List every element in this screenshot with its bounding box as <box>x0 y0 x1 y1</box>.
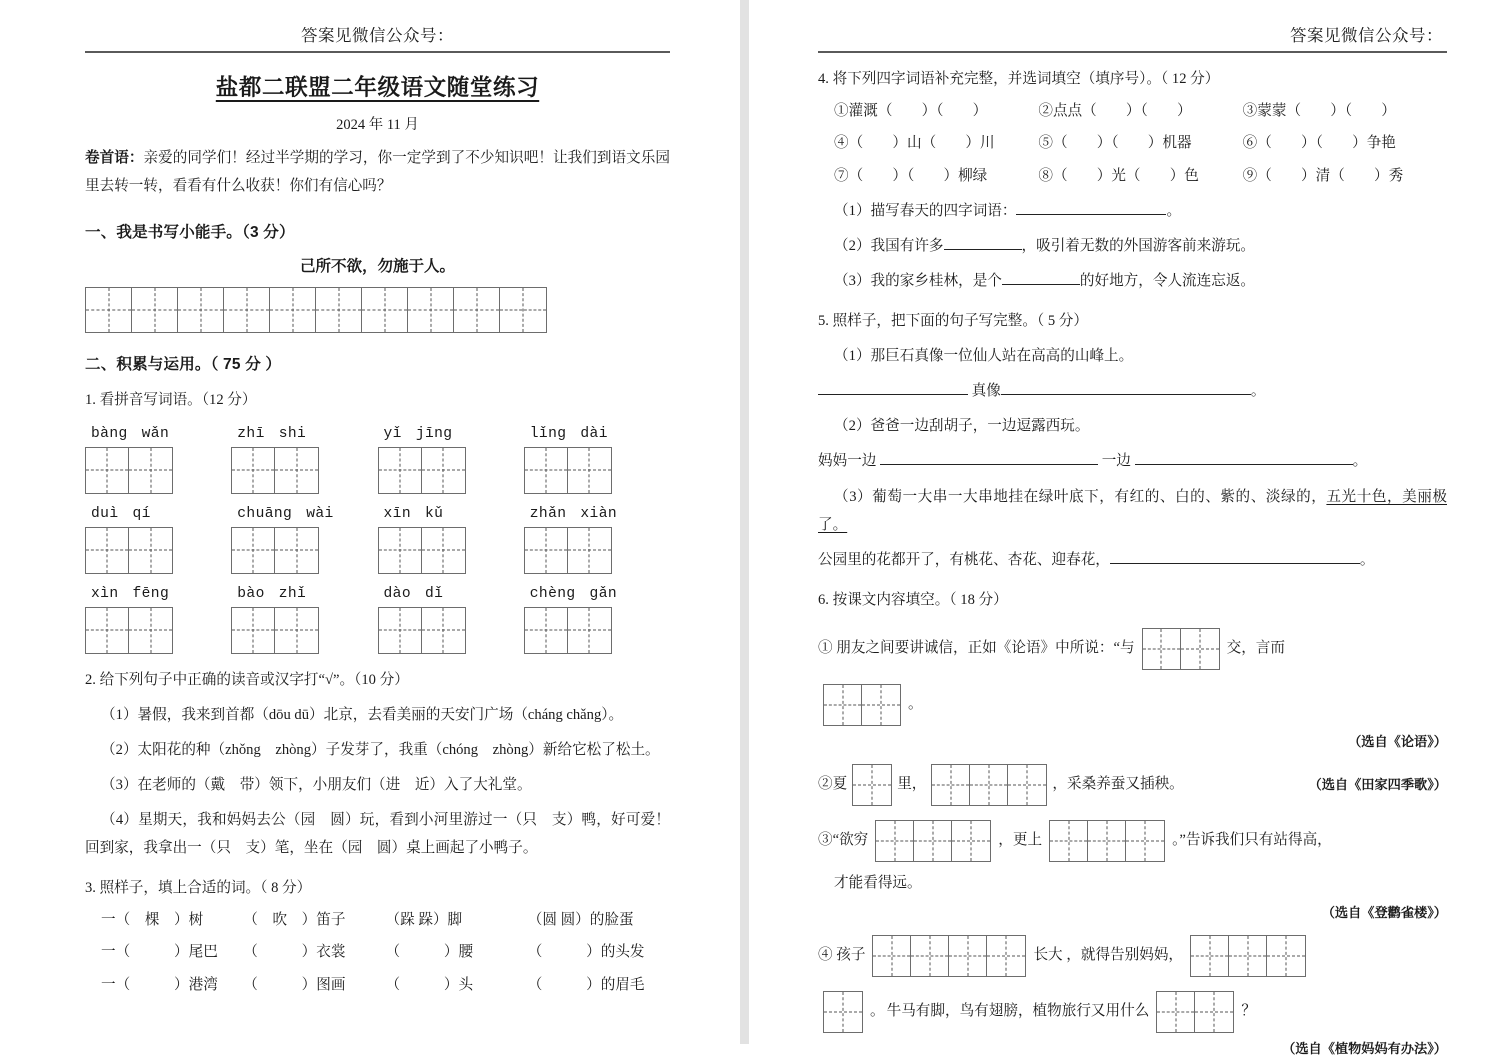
tianzige-grid[interactable] <box>378 527 466 574</box>
fill-2-after: ，吸引着无数的外国游客前来游玩。 <box>1021 238 1256 255</box>
section-2-heading: 二、积累与运用。（ 75 分 ） <box>85 355 282 373</box>
grid-cell[interactable] <box>1229 936 1267 976</box>
pinyin-syllable: yǐ <box>383 425 402 442</box>
pinyin-syllable: xiàn <box>580 505 618 522</box>
q6-item-4-grid-4[interactable] <box>1151 991 1239 1033</box>
pinyin-syllable: dào <box>383 585 411 602</box>
tianzige-grid[interactable] <box>231 607 319 654</box>
q6-item-3-grid-2[interactable] <box>1044 820 1170 862</box>
q6-item-4-text-c: 。 <box>870 1002 885 1019</box>
fill-3-after: 的好地方，令人流连忘返。 <box>1079 273 1256 290</box>
pinyin-label <box>524 506 670 522</box>
grid-cell[interactable] <box>379 528 422 573</box>
grid-cell[interactable] <box>862 685 900 725</box>
pinyin-word-item <box>378 586 524 654</box>
q5-answer-1 <box>818 377 1447 405</box>
q6-item-1-grid-2[interactable] <box>818 684 906 726</box>
grid-cell[interactable] <box>1267 936 1305 976</box>
pinyin-syllable: duì <box>91 505 119 522</box>
pinyin-word-item <box>231 426 377 494</box>
grid-cell[interactable] <box>1143 629 1181 669</box>
q5-answer-1-blank-a[interactable] <box>818 394 968 395</box>
preface-body: 亲爱的同学们！经过半学期的学习，你一定学到了不少知识吧！让我们到语文乐园里去转一转，看看有什么收获！你们有信心吗？ <box>85 150 670 195</box>
grid-cell[interactable] <box>86 448 129 493</box>
exam-date: 2024 年 11 月 <box>336 117 419 133</box>
question-4-idiom-row <box>818 97 1447 125</box>
tianzige-grid[interactable] <box>85 447 173 494</box>
question-6-prompt: 6. 按课文内容填空。（ 18 分） <box>818 591 1008 608</box>
pinyin-word-item <box>85 586 231 654</box>
grid-cell[interactable] <box>932 765 970 805</box>
q6-item-4-grid-1[interactable] <box>867 935 1031 977</box>
grid-cell[interactable] <box>129 528 172 573</box>
grid-cell[interactable] <box>362 288 408 332</box>
q6-item-2-source: （选自《田家四季歌》） <box>1308 777 1447 793</box>
question-3-cell[interactable]: （ ）头 <box>385 976 474 993</box>
fill-1-blank[interactable] <box>1016 214 1166 215</box>
question-2-item: （3）在老师的（戴 带）领下，小朋友们（进 近）入了大礼堂。 <box>101 776 532 793</box>
grid-cell[interactable] <box>232 448 275 493</box>
q6-item-3-text-a: ③“欲穷 <box>818 831 869 848</box>
idiom-blank-item[interactable]: ⑦（ ）（ ）柳绿 <box>834 167 988 184</box>
tianzige-grid[interactable] <box>1156 991 1234 1033</box>
pinyin-word-item <box>524 506 670 574</box>
pinyin-syllable: bàng <box>91 425 128 442</box>
question-3-cell[interactable]: 一（ ）尾巴 <box>101 944 218 961</box>
grid-cell[interactable] <box>911 936 949 976</box>
pinyin-syllable: fēng <box>132 585 170 602</box>
pinyin-syllable: shi <box>278 425 307 442</box>
fill-1-before: （1）描写春天的四字词语： <box>834 203 1017 220</box>
q6-item-2-grid-1[interactable] <box>847 764 897 806</box>
pinyin-word-item <box>85 506 231 574</box>
grid-cell[interactable] <box>1088 821 1126 861</box>
grid-cell[interactable] <box>316 288 362 332</box>
grid-cell[interactable] <box>408 288 454 332</box>
question-4-prompt: 4. 将下列四字词语补充完整，并选词填空（填序号）。（ 12 分） <box>818 71 1220 87</box>
grid-cell[interactable] <box>454 288 500 332</box>
preface-lead: 卷首语： <box>85 150 144 166</box>
question-4-idiom-row <box>818 162 1447 190</box>
tianzige-grid[interactable] <box>85 607 173 654</box>
q6-item-4-text-d: 牛马有脚，鸟有翅膀，植物旅行又用什么 <box>886 1002 1150 1019</box>
q6-item-3-grid-1[interactable] <box>870 820 996 862</box>
pinyin-label <box>85 586 231 602</box>
q6-item-4-grid-3[interactable] <box>818 991 868 1033</box>
page-title: 盐都二联盟二年级语文随堂练习 <box>215 75 540 100</box>
q6-item-3 <box>818 820 1447 862</box>
q5-answer-3 <box>818 546 1447 574</box>
grid-cell[interactable] <box>129 608 172 653</box>
grid-cell[interactable] <box>1191 936 1229 976</box>
grid-cell[interactable] <box>129 448 172 493</box>
grid-cell[interactable] <box>1181 629 1219 669</box>
grid-cell[interactable] <box>422 448 465 493</box>
grid-cell[interactable] <box>853 765 891 805</box>
copy-motto: 己所不欲，勿施于人。 <box>299 257 455 275</box>
pinyin-word-item <box>231 586 377 654</box>
pinyin-syllable: xīn <box>383 505 411 522</box>
q6-item-3-source: （选自《登鹳雀楼》） <box>1321 904 1447 920</box>
grid-cell[interactable] <box>525 528 568 573</box>
grid-cell[interactable] <box>824 685 862 725</box>
pinyin-label <box>231 506 377 522</box>
q5-answer-1-mid: 真像 <box>971 383 1001 400</box>
question-4-fill-1 <box>818 197 1447 225</box>
question-3-cell[interactable]: （ ）的眉毛 <box>527 976 645 993</box>
q6-item-2-text-c: ，采桑养蚕又插秧。 <box>1052 775 1184 792</box>
idiom-blank-item[interactable]: ②点点（ ）（ ） <box>1038 103 1192 120</box>
grid-cell[interactable] <box>270 288 316 332</box>
pinyin-syllable: jīng <box>415 425 453 442</box>
pinyin-syllable: qí <box>132 505 151 522</box>
question-4-idioms <box>818 97 1447 190</box>
grid-cell[interactable] <box>952 821 990 861</box>
question-2-item: （2）太阳花的种（zhǒng zhòng）子发芽了，我重（chóng zhòng）新给它松了松土。 <box>101 741 660 758</box>
fill-2-blank[interactable] <box>944 249 1022 250</box>
fill-1-after: 。 <box>1166 203 1182 220</box>
pinyin-label <box>524 586 670 602</box>
page-divider <box>730 0 758 1044</box>
grid-cell[interactable] <box>275 608 318 653</box>
grid-cell[interactable] <box>275 448 318 493</box>
q6-item-1-text-c: 。 <box>908 695 923 712</box>
tianzige-grid[interactable] <box>231 527 319 574</box>
question-3-cell[interactable]: 一（ 棵 ）树 <box>101 912 204 929</box>
pinyin-label <box>231 586 377 602</box>
grid-cell[interactable] <box>232 528 275 573</box>
question-2-item: （1）暑假，我来到首都（dōu dū）北京，去看美丽的天安门广场（cháng chǎng）。 <box>101 706 624 723</box>
q5-example-2-text: （2）爸爸一边刮胡子，一边逗露西玩。 <box>834 418 1090 435</box>
q6-item-3-cont: 才能看得远。 <box>834 874 922 891</box>
q6-item-2-grid-2[interactable] <box>926 764 1052 806</box>
grid-cell[interactable] <box>500 288 546 332</box>
q6-item-4-cont <box>818 991 1447 1033</box>
q6-item-3-text-c: 。”告诉我们只有站得高， <box>1172 831 1332 848</box>
grid-cell[interactable] <box>824 992 862 1032</box>
copy-grid-row <box>85 287 670 333</box>
pinyin-syllable: chèng <box>529 585 576 602</box>
idiom-blank-item[interactable]: ⑥（ ）（ ）争艳 <box>1242 135 1396 152</box>
question-1-prompt: 1. 看拼音写词语。（12 分） <box>85 391 257 408</box>
question-3-cell[interactable]: 一（ ）港湾 <box>101 976 218 993</box>
q6-item-4-grid-2[interactable] <box>1185 935 1311 977</box>
q5-answer-3-start: 公园里的花都开了，有桃花、杏花、迎春花， <box>818 551 1110 568</box>
q5-example-2 <box>818 412 1447 440</box>
q5-answer-2-blank-a[interactable] <box>880 464 1098 465</box>
question-4-fill-2 <box>818 232 1447 260</box>
q5-example-1-text: （1）那巨石真像一位仙人站在高高的山峰上。 <box>834 348 1134 365</box>
q6-item-2-text-b: 里， <box>897 775 927 792</box>
pinyin-syllable: kǔ <box>424 505 444 522</box>
q5-answer-1-blank-b[interactable] <box>1001 394 1251 395</box>
header-rule-right <box>818 51 1447 53</box>
q6-item-1 <box>818 628 1447 670</box>
grid-cell[interactable] <box>1195 992 1233 1032</box>
grid-cell[interactable] <box>132 288 178 332</box>
pinyin-syllable: zhǐ <box>278 585 307 602</box>
grid-cell[interactable] <box>86 528 129 573</box>
pinyin-syllable: gǎn <box>589 585 618 602</box>
question-3-row <box>85 971 670 999</box>
tianzige-grid[interactable] <box>378 607 466 654</box>
q6-item-1-source: （选自《论语》） <box>1348 733 1447 749</box>
pinyin-label <box>378 586 524 602</box>
tianzige-grid[interactable] <box>823 684 901 726</box>
pinyin-syllable: bào <box>237 585 265 602</box>
pinyin-word-item <box>378 506 524 574</box>
preface <box>85 144 670 201</box>
question-3-row <box>85 906 670 934</box>
question-3-cell[interactable]: （ ）衣裳 <box>243 944 346 961</box>
q5-answer-2-start: 妈妈一边 <box>818 453 877 470</box>
pinyin-label <box>85 426 231 442</box>
question-3-cell[interactable]: （圆 圆）的脸蛋 <box>527 912 634 929</box>
tianzige-grid[interactable] <box>872 935 1026 977</box>
pinyin-word-item <box>85 426 231 494</box>
pinyin-word-item <box>231 506 377 574</box>
question-3-cell[interactable]: （ ）的头发 <box>527 944 645 961</box>
idiom-blank-item[interactable]: ①灌溉（ ）（ ） <box>834 103 988 120</box>
grid-cell[interactable] <box>422 528 465 573</box>
q5-answer-2-blank-b[interactable] <box>1135 464 1353 465</box>
q5-answer-3-blank[interactable] <box>1110 563 1360 564</box>
question-5-prompt: 5. 照样子，把下面的句子写完整。（ 5 分） <box>818 313 1088 330</box>
q5-answer-2-end: 。 <box>1352 453 1368 470</box>
tianzige-grid[interactable] <box>1142 628 1220 670</box>
q5-example-3-underlined: 五光十色，美丽极了。 <box>818 488 1447 533</box>
q6-item-1-text-a: ① 朋友之间要讲诚信，正如《论语》中所说：“与 <box>818 639 1135 656</box>
pinyin-word-item <box>378 426 524 494</box>
pinyin-syllable: lǐng <box>529 425 567 442</box>
q6-item-1-text-b: 交，言而 <box>1226 639 1285 656</box>
page-right <box>758 0 1495 1056</box>
q5-example-1 <box>818 342 1447 370</box>
pinyin-row <box>85 426 670 494</box>
q6-item-1-grid-1[interactable] <box>1137 628 1225 670</box>
tianzige-grid[interactable] <box>524 447 612 494</box>
q6-item-1-cont <box>818 684 1447 726</box>
pinyin-row <box>85 586 670 654</box>
pinyin-label <box>85 506 231 522</box>
pinyin-label <box>378 426 524 442</box>
question-4-idiom-row <box>818 129 1447 157</box>
grid-cell[interactable] <box>568 608 611 653</box>
grid-cell[interactable] <box>1008 765 1046 805</box>
q5-example-3-text: （3）葡萄一大串一大串地挂在绿叶底下，有红的、白的、紫的、淡绿的， <box>834 488 1327 505</box>
tianzige-grid[interactable] <box>231 447 319 494</box>
section-1-heading: 一、我是书写小能手。（3 分） <box>85 223 295 241</box>
q5-answer-1-end: 。 <box>1250 383 1266 400</box>
q5-example-3 <box>818 483 1447 539</box>
page-left <box>0 0 730 1044</box>
question-3-cell[interactable]: （ 吹 ）笛子 <box>243 912 346 929</box>
tianzige-grid[interactable] <box>524 527 612 574</box>
q6-item-4 <box>818 935 1447 977</box>
grid-cell[interactable] <box>86 288 132 332</box>
header-note-right: 答案见微信公众号： <box>1290 26 1443 45</box>
pinyin-word-item <box>524 586 670 654</box>
grid-cell[interactable] <box>86 608 129 653</box>
pinyin-syllable: wài <box>306 505 334 522</box>
question-4-fill-3 <box>818 267 1447 295</box>
pinyin-word-item <box>524 426 670 494</box>
pinyin-syllable: dǐ <box>424 585 444 602</box>
pinyin-label <box>231 426 377 442</box>
tianzige-grid[interactable] <box>524 607 612 654</box>
grid-cell[interactable] <box>876 821 914 861</box>
grid-cell[interactable] <box>568 448 611 493</box>
pinyin-row <box>85 506 670 574</box>
q5-answer-2-mid: 一边 <box>1101 453 1131 470</box>
tianzige-grid[interactable] <box>931 764 1047 806</box>
question-3-row <box>85 938 670 966</box>
pinyin-label <box>378 506 524 522</box>
grid-cell[interactable] <box>525 448 568 493</box>
grid-cell[interactable] <box>178 288 224 332</box>
tianzige-grid[interactable] <box>852 764 892 806</box>
pinyin-syllable: dài <box>580 425 608 442</box>
grid-cell[interactable] <box>987 936 1025 976</box>
fill-3-blank[interactable] <box>1002 284 1080 285</box>
grid-cell[interactable] <box>275 528 318 573</box>
tianzige-grid[interactable] <box>823 991 863 1033</box>
grid-cell[interactable] <box>224 288 270 332</box>
pinyin-syllable: chuāng <box>237 505 293 522</box>
q5-answer-2 <box>818 447 1447 475</box>
q6-item-2 <box>818 764 1447 806</box>
copy-tianzige-grid[interactable] <box>85 287 547 333</box>
grid-cell[interactable] <box>379 608 422 653</box>
fill-2-before: （2）我国有许多 <box>834 238 944 255</box>
pinyin-word-grids <box>85 426 670 654</box>
grid-cell[interactable] <box>949 936 987 976</box>
question-2-prompt: 2. 给下列句子中正确的读音或汉字打“√”。（10 分） <box>85 671 409 688</box>
question-3-prompt: 3. 照样子，填上合适的词。（ 8 分） <box>85 880 312 897</box>
grid-cell[interactable] <box>232 608 275 653</box>
q5-answer-3-end: 。 <box>1359 551 1375 568</box>
q6-item-3-text-b: ，更上 <box>998 831 1043 848</box>
question-2-item: （4）星期天，我和妈妈去公（园 圆）玩，看到小河里游过一（只 支）鸭，好可爱！回到家，我拿出一（只 支）笔，坐在（园 圆）桌上画起了小鸭子。 <box>85 811 670 856</box>
pinyin-syllable: xìn <box>91 585 119 602</box>
idiom-blank-item[interactable]: ⑨（ ）清（ ）秀 <box>1242 167 1404 184</box>
question-3-cell[interactable]: （跺 跺）脚 <box>385 912 463 929</box>
grid-cell[interactable] <box>873 936 911 976</box>
question-3-cell[interactable]: （ ）腰 <box>385 944 474 961</box>
q6-item-4-source: （选自《植物妈妈有办法》） <box>1282 1040 1447 1056</box>
idiom-blank-item[interactable]: ⑧（ ）光（ ）色 <box>1038 167 1199 184</box>
q6-item-4-text-b: 长大 ，就得告别妈妈， <box>1033 946 1184 963</box>
idiom-blank-item[interactable]: ⑤（ ）（ ）机器 <box>1038 135 1192 152</box>
pinyin-syllable: wǎn <box>141 425 170 442</box>
tianzige-grid[interactable] <box>378 447 466 494</box>
pinyin-label <box>524 426 670 442</box>
q6-item-2-text-a: ②夏 <box>818 775 848 792</box>
question-3-cell[interactable]: （ ）图画 <box>243 976 346 993</box>
header-rule-left <box>85 51 670 53</box>
tianzige-grid[interactable] <box>1190 935 1306 977</box>
idiom-blank-item[interactable]: ④（ ）山（ ）川 <box>834 135 995 152</box>
pinyin-syllable: zhǎn <box>529 505 567 522</box>
pinyin-syllable: zhī <box>237 425 265 442</box>
grid-cell[interactable] <box>422 608 465 653</box>
header-note-left: 答案见微信公众号： <box>301 26 454 45</box>
q6-item-4-text-e: ？ <box>1241 1002 1256 1019</box>
grid-cell[interactable] <box>970 765 1008 805</box>
grid-cell[interactable] <box>914 821 952 861</box>
tianzige-grid[interactable] <box>1049 820 1165 862</box>
tianzige-grid[interactable] <box>875 820 991 862</box>
grid-cell[interactable] <box>1126 821 1164 861</box>
grid-cell[interactable] <box>568 528 611 573</box>
fill-3-before: （3）我的家乡桂林，是个 <box>834 273 1002 290</box>
tianzige-grid[interactable] <box>85 527 173 574</box>
q6-item-4-text-a: ④ 孩子 <box>818 946 866 963</box>
grid-cell[interactable] <box>379 448 422 493</box>
grid-cell[interactable] <box>1157 992 1195 1032</box>
grid-cell[interactable] <box>525 608 568 653</box>
question-3-rows <box>85 906 670 999</box>
grid-cell[interactable] <box>1050 821 1088 861</box>
idiom-blank-item[interactable]: ③蒙蒙（ ）（ ） <box>1242 103 1396 120</box>
